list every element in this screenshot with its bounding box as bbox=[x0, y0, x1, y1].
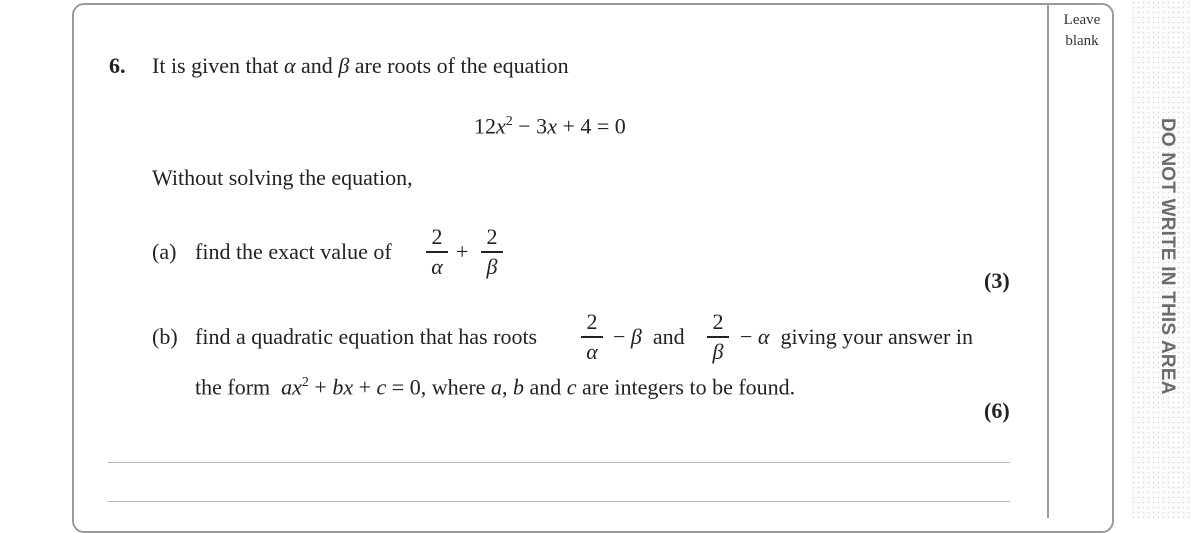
instruction-text: Without solving the equation, bbox=[152, 165, 413, 190]
leave-blank-label: Leave blank bbox=[1063, 12, 1101, 49]
question-stem: It is given that α and β are roots of the equation bbox=[152, 53, 569, 78]
answer-line[interactable] bbox=[108, 501, 1010, 502]
answer-line[interactable] bbox=[108, 462, 1010, 463]
answer-box-frame bbox=[72, 3, 1114, 533]
margin-divider bbox=[1047, 3, 1049, 518]
part-b-text: find a quadratic equation that has roots bbox=[195, 324, 538, 349]
part-b-text-end: − α giving your answer in bbox=[740, 324, 973, 349]
given-equation: $12x^2 - 3x + 4 = 0$ bbox=[474, 113, 626, 139]
part-b-fraction-2: 2 β bbox=[707, 310, 729, 364]
part-a-label: (a) bbox=[152, 239, 177, 264]
part-b-marks: (6) bbox=[984, 398, 1010, 423]
part-a-marks: (3) bbox=[984, 268, 1010, 293]
part-b-text-mid: − β and bbox=[613, 324, 685, 349]
do-not-write-label: DO NOT WRITE IN THIS AREA bbox=[1157, 118, 1178, 395]
part-a-fraction-1: 2 α bbox=[426, 225, 448, 279]
part-b-text-line2: the form $ax^2$ + bx + c = 0, where a, b and c are integers to be found. bbox=[195, 374, 796, 400]
part-a-text: find the exact value of bbox=[195, 239, 392, 264]
question-number: 6. bbox=[109, 53, 126, 78]
part-b-label: (b) bbox=[152, 324, 178, 349]
part-a-operator: + bbox=[456, 239, 469, 264]
part-a-fraction-2: 2 β bbox=[481, 225, 503, 279]
part-b-fraction-1: 2 α bbox=[581, 310, 603, 364]
